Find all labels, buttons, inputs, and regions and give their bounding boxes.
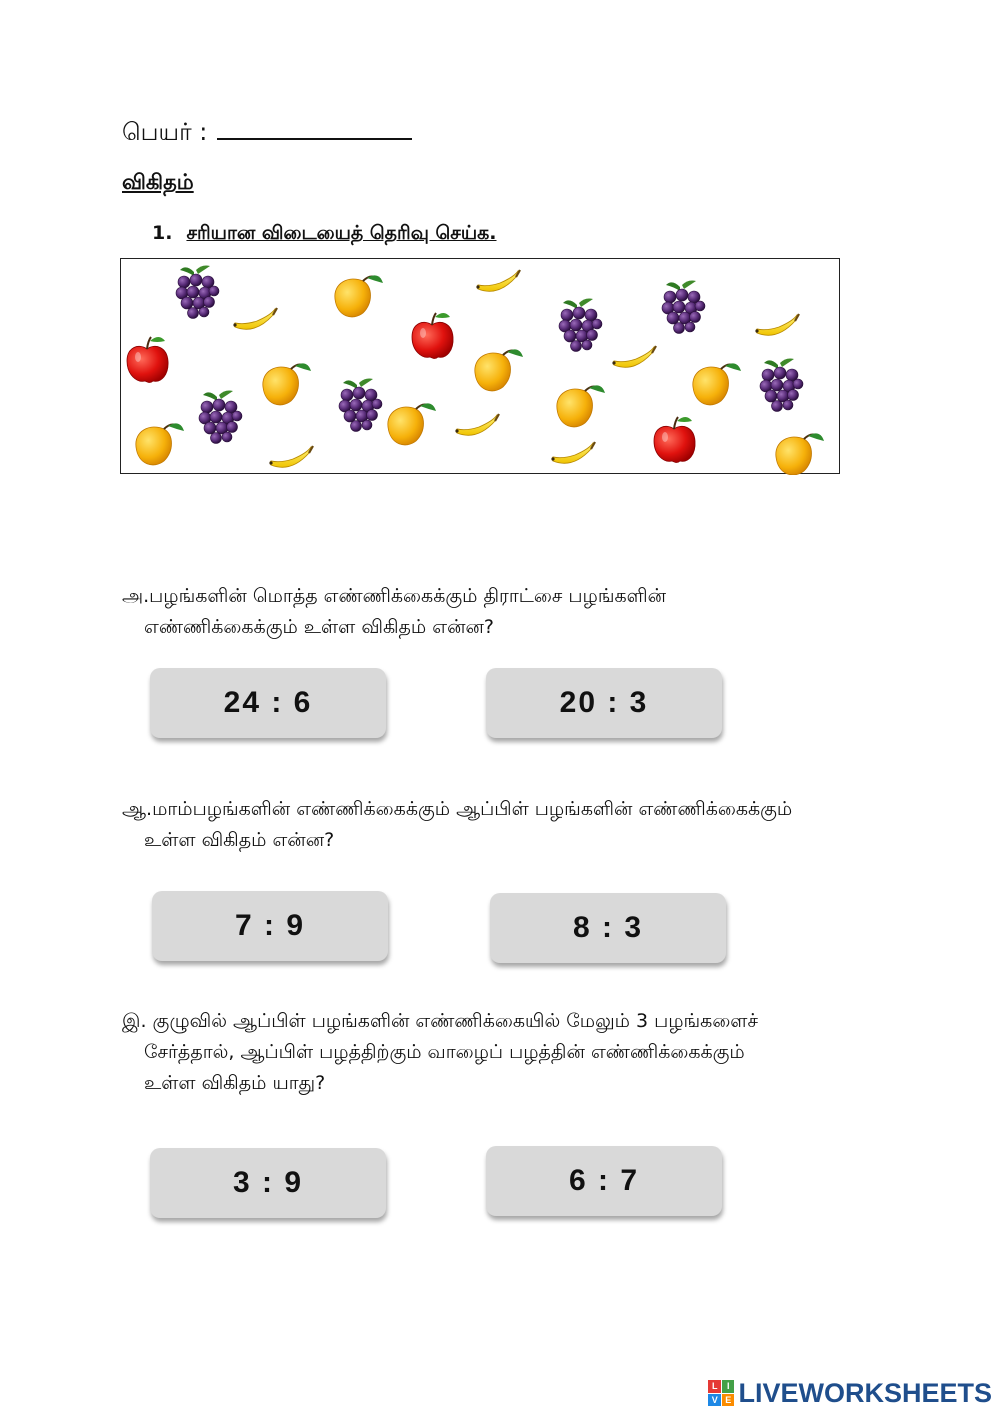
- mango: [557, 385, 605, 427]
- answer-option-b2[interactable]: 8 : 3: [490, 893, 726, 963]
- mango: [335, 275, 383, 317]
- apple: [127, 337, 168, 383]
- question-c: [122, 1006, 878, 1099]
- answer-option-c1[interactable]: 3 : 9: [150, 1148, 386, 1218]
- question-line: சேர்த்தால், ஆப்பிள் பழத்திற்கும் வாழைப் பழத்தின் எண்ணிக்கைக்கும்: [144, 1041, 745, 1063]
- mango: [475, 349, 523, 391]
- banana: [755, 314, 799, 335]
- instruction: [152, 222, 497, 247]
- answer-option-a1[interactable]: 24 : 6: [150, 668, 386, 738]
- answer-option-c2[interactable]: 6 : 7: [486, 1146, 722, 1216]
- fruit-illustration: [121, 259, 841, 475]
- question-b: [122, 794, 878, 856]
- apple: [412, 313, 453, 359]
- name-label: பெயர் :: [122, 118, 208, 146]
- grape-cluster: [199, 391, 242, 444]
- mangoes-group: [136, 275, 824, 475]
- fruit-picture-panel: [120, 258, 840, 474]
- mango: [263, 363, 311, 405]
- grape-cluster: [760, 359, 803, 412]
- instruction-text: சரியான விடையைத் தெரிவு செய்க.: [186, 222, 497, 244]
- worksheet-title: விகிதம்: [122, 170, 194, 194]
- mango: [388, 403, 436, 445]
- mango: [776, 433, 824, 475]
- banana: [233, 308, 277, 329]
- banana: [269, 446, 313, 467]
- question-line: இ. குழுவில் ஆப்பிள் பழங்களின் எண்ணிக்கையில் மேலும் 3 பழங்களைச்: [122, 1010, 758, 1032]
- question-line: எண்ணிக்கைக்கும் உள்ள விகிதம் என்ன?: [144, 616, 495, 638]
- mango: [693, 363, 741, 405]
- grape-cluster: [339, 379, 382, 432]
- brand-text: LIVEWORKSHEETS: [738, 1377, 992, 1408]
- question-line: ஆ.மாம்பழங்களின் எண்ணிக்கைக்கும் ஆப்பிள் பழங்களின் எண்ணிக்கைக்கும்: [122, 798, 793, 820]
- question-line: உள்ள விகிதம் யாது?: [144, 1072, 326, 1094]
- grape-cluster: [559, 299, 602, 352]
- liveworksheets-logo[interactable]: [708, 1376, 992, 1410]
- name-field-row: [122, 118, 412, 149]
- banana: [612, 346, 656, 367]
- banana: [476, 270, 520, 291]
- instruction-number: 1.: [152, 222, 173, 244]
- liveworksheets-icon: L I V E: [708, 1380, 734, 1406]
- banana: [455, 414, 499, 435]
- question-line: உள்ள விகிதம் என்ன?: [144, 829, 335, 851]
- mango: [136, 423, 184, 465]
- question-a: [122, 581, 878, 643]
- grape-cluster: [662, 281, 705, 334]
- apple: [654, 417, 695, 463]
- answer-option-b1[interactable]: 7 : 9: [152, 891, 388, 961]
- answer-option-a2[interactable]: 20 : 3: [486, 668, 722, 738]
- question-line: அ.பழங்களின் மொத்த எண்ணிக்கைக்கும் திராட்சை பழங்களின்: [122, 585, 667, 607]
- banana: [551, 442, 595, 463]
- name-blank-line: [217, 118, 412, 140]
- grape-cluster: [176, 266, 219, 319]
